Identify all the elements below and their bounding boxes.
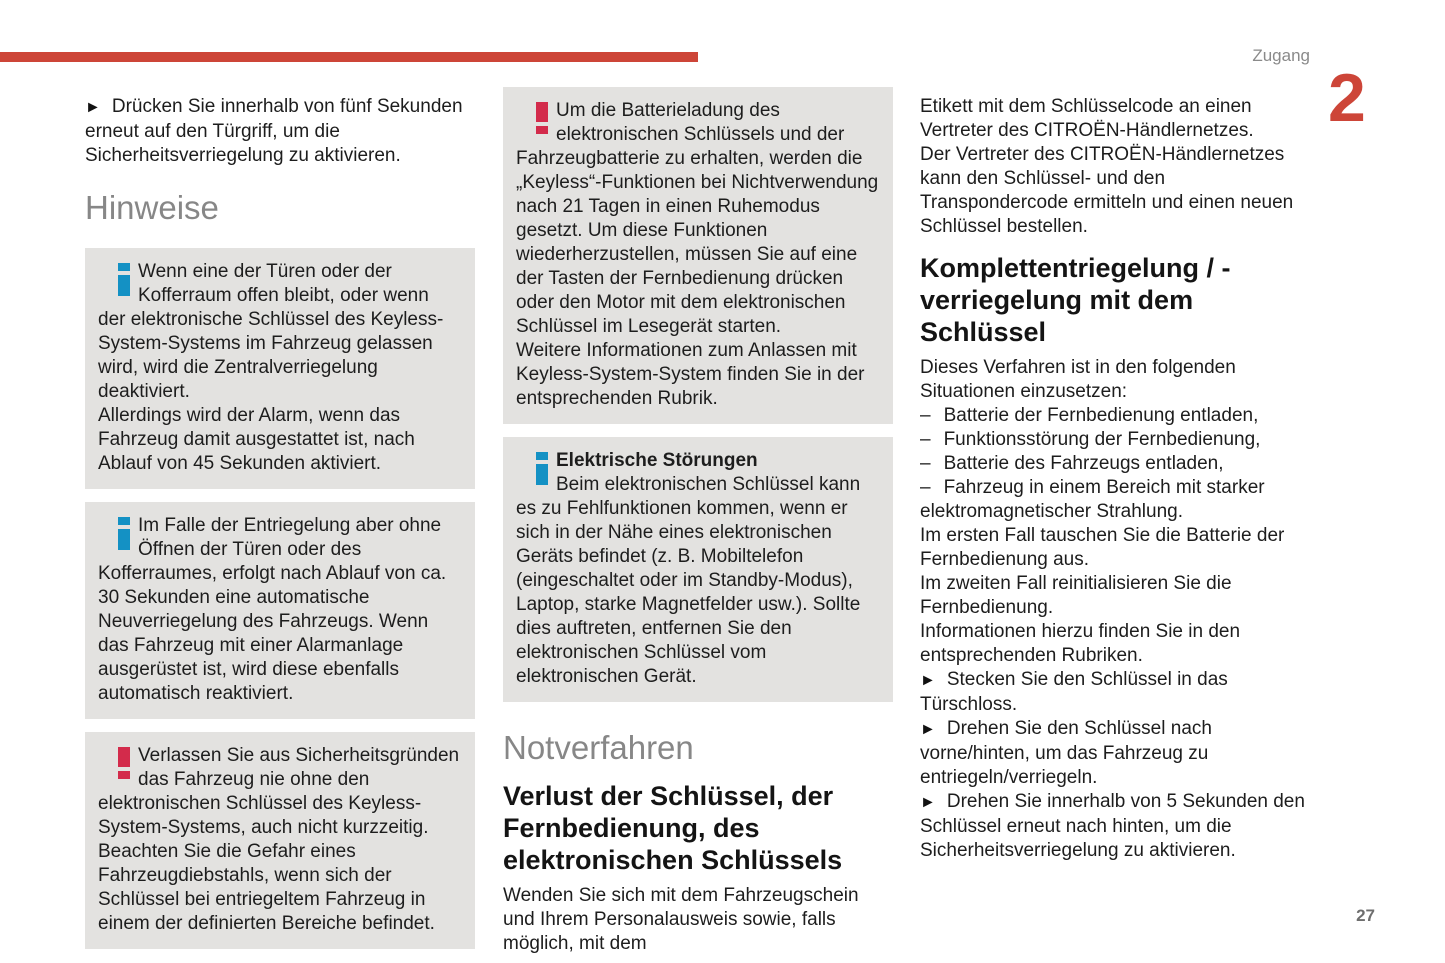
warning-box-text: Um die Batterieladung des elektronischen Schlüssels und der Fahrzeugbatterie zu erhalten, werden die „Keyless“-Funktionen bei Nichtverwendung nach 21 Tagen in einen Ruhemodus gesetzt. Um diese Funktionen wiederherzustellen, müssen Sie auf eine der Tasten der Fernbedienung drücken oder den Motor mit dem elektronischen Schlüssel im Lesegerät starten. [516,100,879,337]
list-item-text: Batterie der Fernbedienung entladen, [943,405,1259,426]
list-item-text: Batterie des Fahrzeugs entladen, [943,453,1224,474]
paragraph: Wenden Sie sich mit dem Fahrzeugschein und Ihrem Personalausweis sowie, falls möglich, mit dem [503,885,859,954]
paragraph: Dieses Verfahren ist in den folgenden Situationen einzusetzen: [920,357,1236,402]
paragraph: Etikett mit dem Schlüsselcode an einen Vertreter des CITROËN-Händlernetzes. [920,96,1254,141]
accent-bar [0,52,698,62]
section-label: Zugang [1252,46,1310,65]
step-item [920,668,1310,717]
list-item-text: Funktionsstörung der Fernbedienung, [943,429,1261,450]
middle-column [503,87,893,956]
list-item [920,404,1310,428]
paragraph: Im ersten Fall tauschen Sie die Batterie der Fernbedienung aus. [920,525,1285,570]
intro-step [85,95,475,168]
dash-bullet-icon: – [920,405,931,426]
info-box-text: Im Falle der Entriegelung aber ohne Öffnen der Türen oder des Kofferraumes, erfolgt nach Ablauf von ca. 30 Sekunden eine automatische Neuverriegelung des Fahrzeugs. Wenn das Fahrzeug mit einer Alarmanlage ausgerüstet ist, wird diese ebenfalls automatisch reaktiviert. [98,515,447,704]
step-item-text: Drehen Sie innerhalb von 5 Sekunden den Schlüssel erneut nach hinten, um die Sicherheitsverriegelung zu aktivieren. [920,791,1305,861]
arrow-bullet-icon: ► [920,794,936,811]
warning-box-key-security [85,732,475,949]
info-icon [118,517,130,550]
page-number: 27 [1356,906,1375,925]
warning-box-text: Weitere Informationen zum Anlassen mit Keyless-System-System finden Sie in der entsprechenden Rubrik. [516,340,865,409]
arrow-bullet-icon: ► [85,99,101,116]
warning-box-battery [503,87,893,424]
info-box-text: Wenn eine der Türen oder der Kofferraum offen bleibt, oder wenn der elektronische Schlüssel des Keyless-System-Systems im Fahrzeug gelassen wird, wird die Zentralverriegelung deaktiviert. [98,261,444,402]
dash-bullet-icon: – [920,453,931,474]
list-item [920,476,1310,524]
paragraph: Im zweiten Fall reinitialisieren Sie die Fernbedienung. [920,573,1232,618]
dash-bullet-icon: – [920,477,931,498]
info-box-electrical [503,437,893,702]
paragraph: Informationen hierzu finden Sie in den entsprechenden Rubriken. [920,621,1241,666]
dash-bullet-icon: – [920,429,931,450]
heading-key-loss: Verlust der Schlüssel, der Fernbedienung, des elektronischen Schlüssels [503,781,843,875]
step-item [920,717,1310,790]
chapter-number: 2 [1328,60,1366,136]
info-box-relock [85,502,475,719]
info-icon [118,263,130,296]
warning-box-text: Beachten Sie die Gefahr eines Fahrzeugdiebstahls, wenn sich der Schlüssel bei entriegeltem Fahrzeug in einem der definierten Bereiche befindet. [98,841,435,934]
heading-full-unlock: Komplettentriegelung / -verriegelung mit dem Schlüssel [920,253,1231,347]
step-item-text: Drehen Sie den Schlüssel nach vorne/hinten, um das Fahrzeug zu entriegeln/verriegeln. [920,718,1212,788]
warning-icon [536,102,548,135]
step-item [920,790,1310,863]
paragraph: Der Vertreter des CITROËN-Händlernetzes kann den Schlüssel- und den Transpondercode ermitteln und einen neuen Schlüssel bestellen. [920,144,1294,237]
info-box-title: Elektrische Störungen [556,450,758,471]
heading-hinweise: Hinweise [85,189,219,226]
list-item-text: Fahrzeug in einem Bereich mit starker elektromagnetischer Strahlung. [920,477,1265,522]
heading-notverfahren: Notverfahren [503,729,694,766]
left-column [85,95,475,949]
info-box-doors-open [85,248,475,489]
right-column [920,95,1310,863]
arrow-bullet-icon: ► [920,672,936,689]
list-item [920,428,1310,452]
warning-icon [118,747,130,780]
info-box-text: Beim elektronischen Schlüssel kann es zu Fehlfunktionen kommen, wenn er sich in der Nähe eines elektronischen Geräts befindet (z. B. Mobiltelefon (eingeschaltet oder im Standby-Modus), Laptop, starke Magnetfelder usw.). Sollte dies auftreten, entfernen Sie den elektronischen Schlüssel vom elektronischen Gerät. [516,474,861,687]
warning-box-text: Verlassen Sie aus Sicherheitsgründen das Fahrzeug nie ohne den elektronischen Schlüssel des Keyless-System-Systems, auch nicht kurzzeitig. [98,745,460,838]
step-item-text: Stecken Sie den Schlüssel in das Türschloss. [920,669,1228,715]
info-icon [536,452,548,485]
arrow-bullet-icon: ► [920,721,936,738]
list-item [920,452,1310,476]
intro-step-text: Drücken Sie innerhalb von fünf Sekunden erneut auf den Türgriff, um die Sicherheitsverriegelung zu aktivieren. [85,96,463,166]
info-box-text: Allerdings wird der Alarm, wenn das Fahrzeug damit ausgestattet ist, nach Ablauf von 45 Sekunden aktiviert. [98,405,415,474]
